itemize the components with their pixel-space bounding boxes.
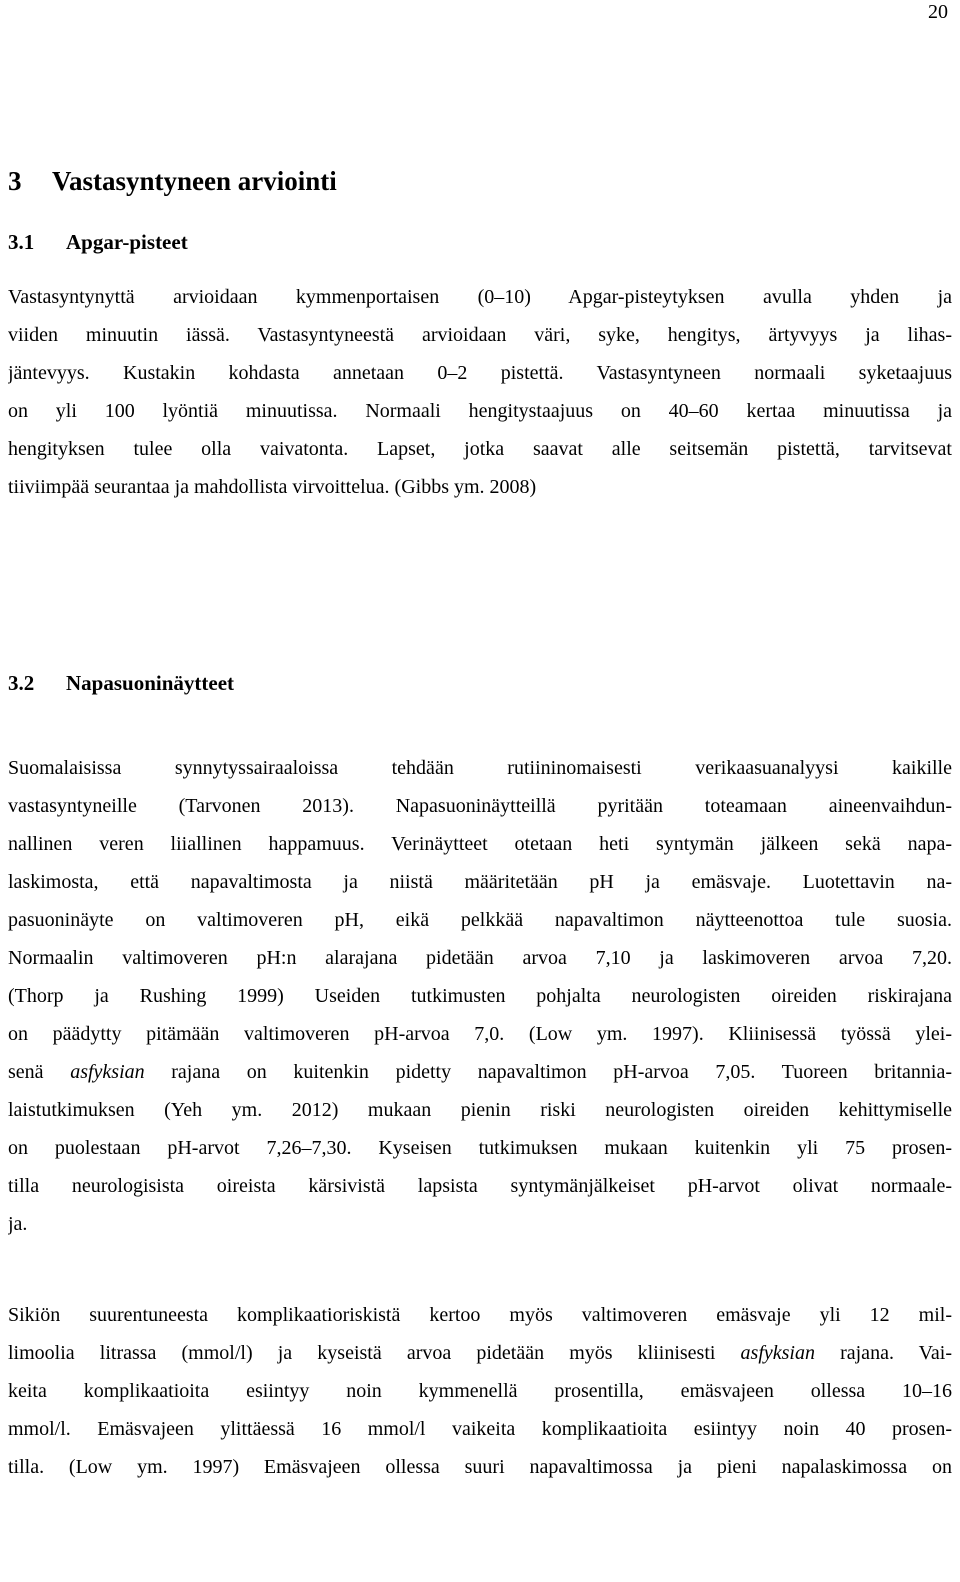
text-line: laistutkimuksen (Yeh ym. 2012) mukaan pienin riski neurologisten oireiden kehittymiselle [8,1099,952,1121]
text-line: tiiviimpää seurantaa ja mahdollista virvoittelua. (Gibbs ym. 2008) [8,476,537,498]
text-line: limoolia litrassa (mmol/l) ja kyseistä arvoa pidetään myös kliinisesti asfyksian rajana. Vai- [8,1342,952,1364]
text-line: senä asfyksian rajana on kuitenkin pidetty napavaltimon pH-arvoa 7,05. Tuoreen britannia- [8,1061,952,1083]
subsection-number: 3.2 [8,671,35,695]
paragraph-apgar [8,278,952,506]
text-line: tilla. (Low ym. 1997) Emäsvajeen ollessa suuri napavaltimossa ja pieni napalaskimossa on [8,1456,952,1478]
text-line: Normaalin valtimoveren pH:n alarajana pidetään arvoa 7,10 ja laskimoveren arvoa 7,20. [8,947,952,969]
text-line: mmol/l. Emäsvajeen ylittäessä 16 mmol/l vaikeita komplikaatioita esiintyy noin 40 prosen- [8,1418,952,1440]
text-line: keita komplikaatioita esiintyy noin kymmenellä prosentilla, emäsvajeen ollessa 10–16 [8,1380,952,1402]
text-line: Sikiön suurentuneesta komplikaatioriskistä kertoo myös valtimoveren emäsvaje yli 12 mil- [8,1304,952,1326]
subsection-number: 3.1 [8,230,35,254]
text-line: nallinen veren liiallinen happamuus. Verinäytteet otetaan heti syntymän jälkeen sekä napa- [8,833,952,855]
subsection-heading-napasuoni [8,669,234,697]
text-line: on puolestaan pH-arvot 7,26–7,30. Kyseisen tutkimuksen mukaan kuitenkin yli 75 prosen- [8,1137,952,1159]
italic-term: asfyksian [740,1342,815,1364]
section-title: Vastasyntyneen arviointi [52,166,337,196]
text-line: hengityksen tulee olla vaivatonta. Lapset, jotka saavat alle seitsemän pistettä, tarvitsevat [8,438,952,460]
text-line: (Thorp ja Rushing 1999) Useiden tutkimusten pohjalta neurologisten oireiden riskirajana [8,985,952,1007]
text-line: jäntevyys. Kustakin kohdasta annetaan 0–2 pistettä. Vastasyntyneen normaali syketaajuus [8,362,952,384]
text-line: viiden minuutin iässä. Vastasyntyneestä arvioidaan väri, syke, hengitys, ärtyvyys ja lihas- [8,324,952,346]
subsection-title: Apgar-pisteet [66,230,188,254]
text-line: pasuoninäyte on valtimoveren pH, eikä pelkkää napavaltimon näytteenottoa tule suosia. [8,909,952,931]
text-line: laskimosta, että napavaltimosta ja niistä määritetään pH ja emäsvaje. Luotettavin na- [8,871,952,893]
text-line: vastasyntyneille (Tarvonen 2013). Napasuoninäytteillä pyritään toteamaan aineenvaihdun- [8,795,952,817]
subsection-heading-apgar [8,228,188,256]
subsection-title: Napasuoninäytteet [66,671,235,695]
text-line: on päädytty pitämään valtimoveren pH-arvoa 7,0. (Low ym. 1997). Kliinisessä työssä ylei- [8,1023,952,1045]
page-number: 20 [928,1,948,23]
text-line: tilla neurologisista oireista kärsivistä lapsista syntymänjälkeiset pH-arvot olivat normaale- [8,1175,952,1197]
text-line: Suomalaisissa synnytyssairaaloissa tehdään rutiininomaisesti verikaasuanalyysi kaikille [8,757,952,779]
section-heading [8,164,337,198]
text-line: Vastasyntynyttä arvioidaan kymmenportaisen (0–10) Apgar-pisteytyksen avulla yhden ja [8,286,952,308]
section-number: 3 [8,166,22,196]
italic-term: asfyksian [70,1061,145,1083]
text-line: ja. [8,1213,28,1235]
paragraph-napasuoni [8,749,952,1243]
text-line: on yli 100 lyöntiä minuutissa. Normaali hengitystaajuus on 40–60 kertaa minuutissa ja [8,400,952,422]
paragraph-emasvaje [8,1296,952,1486]
